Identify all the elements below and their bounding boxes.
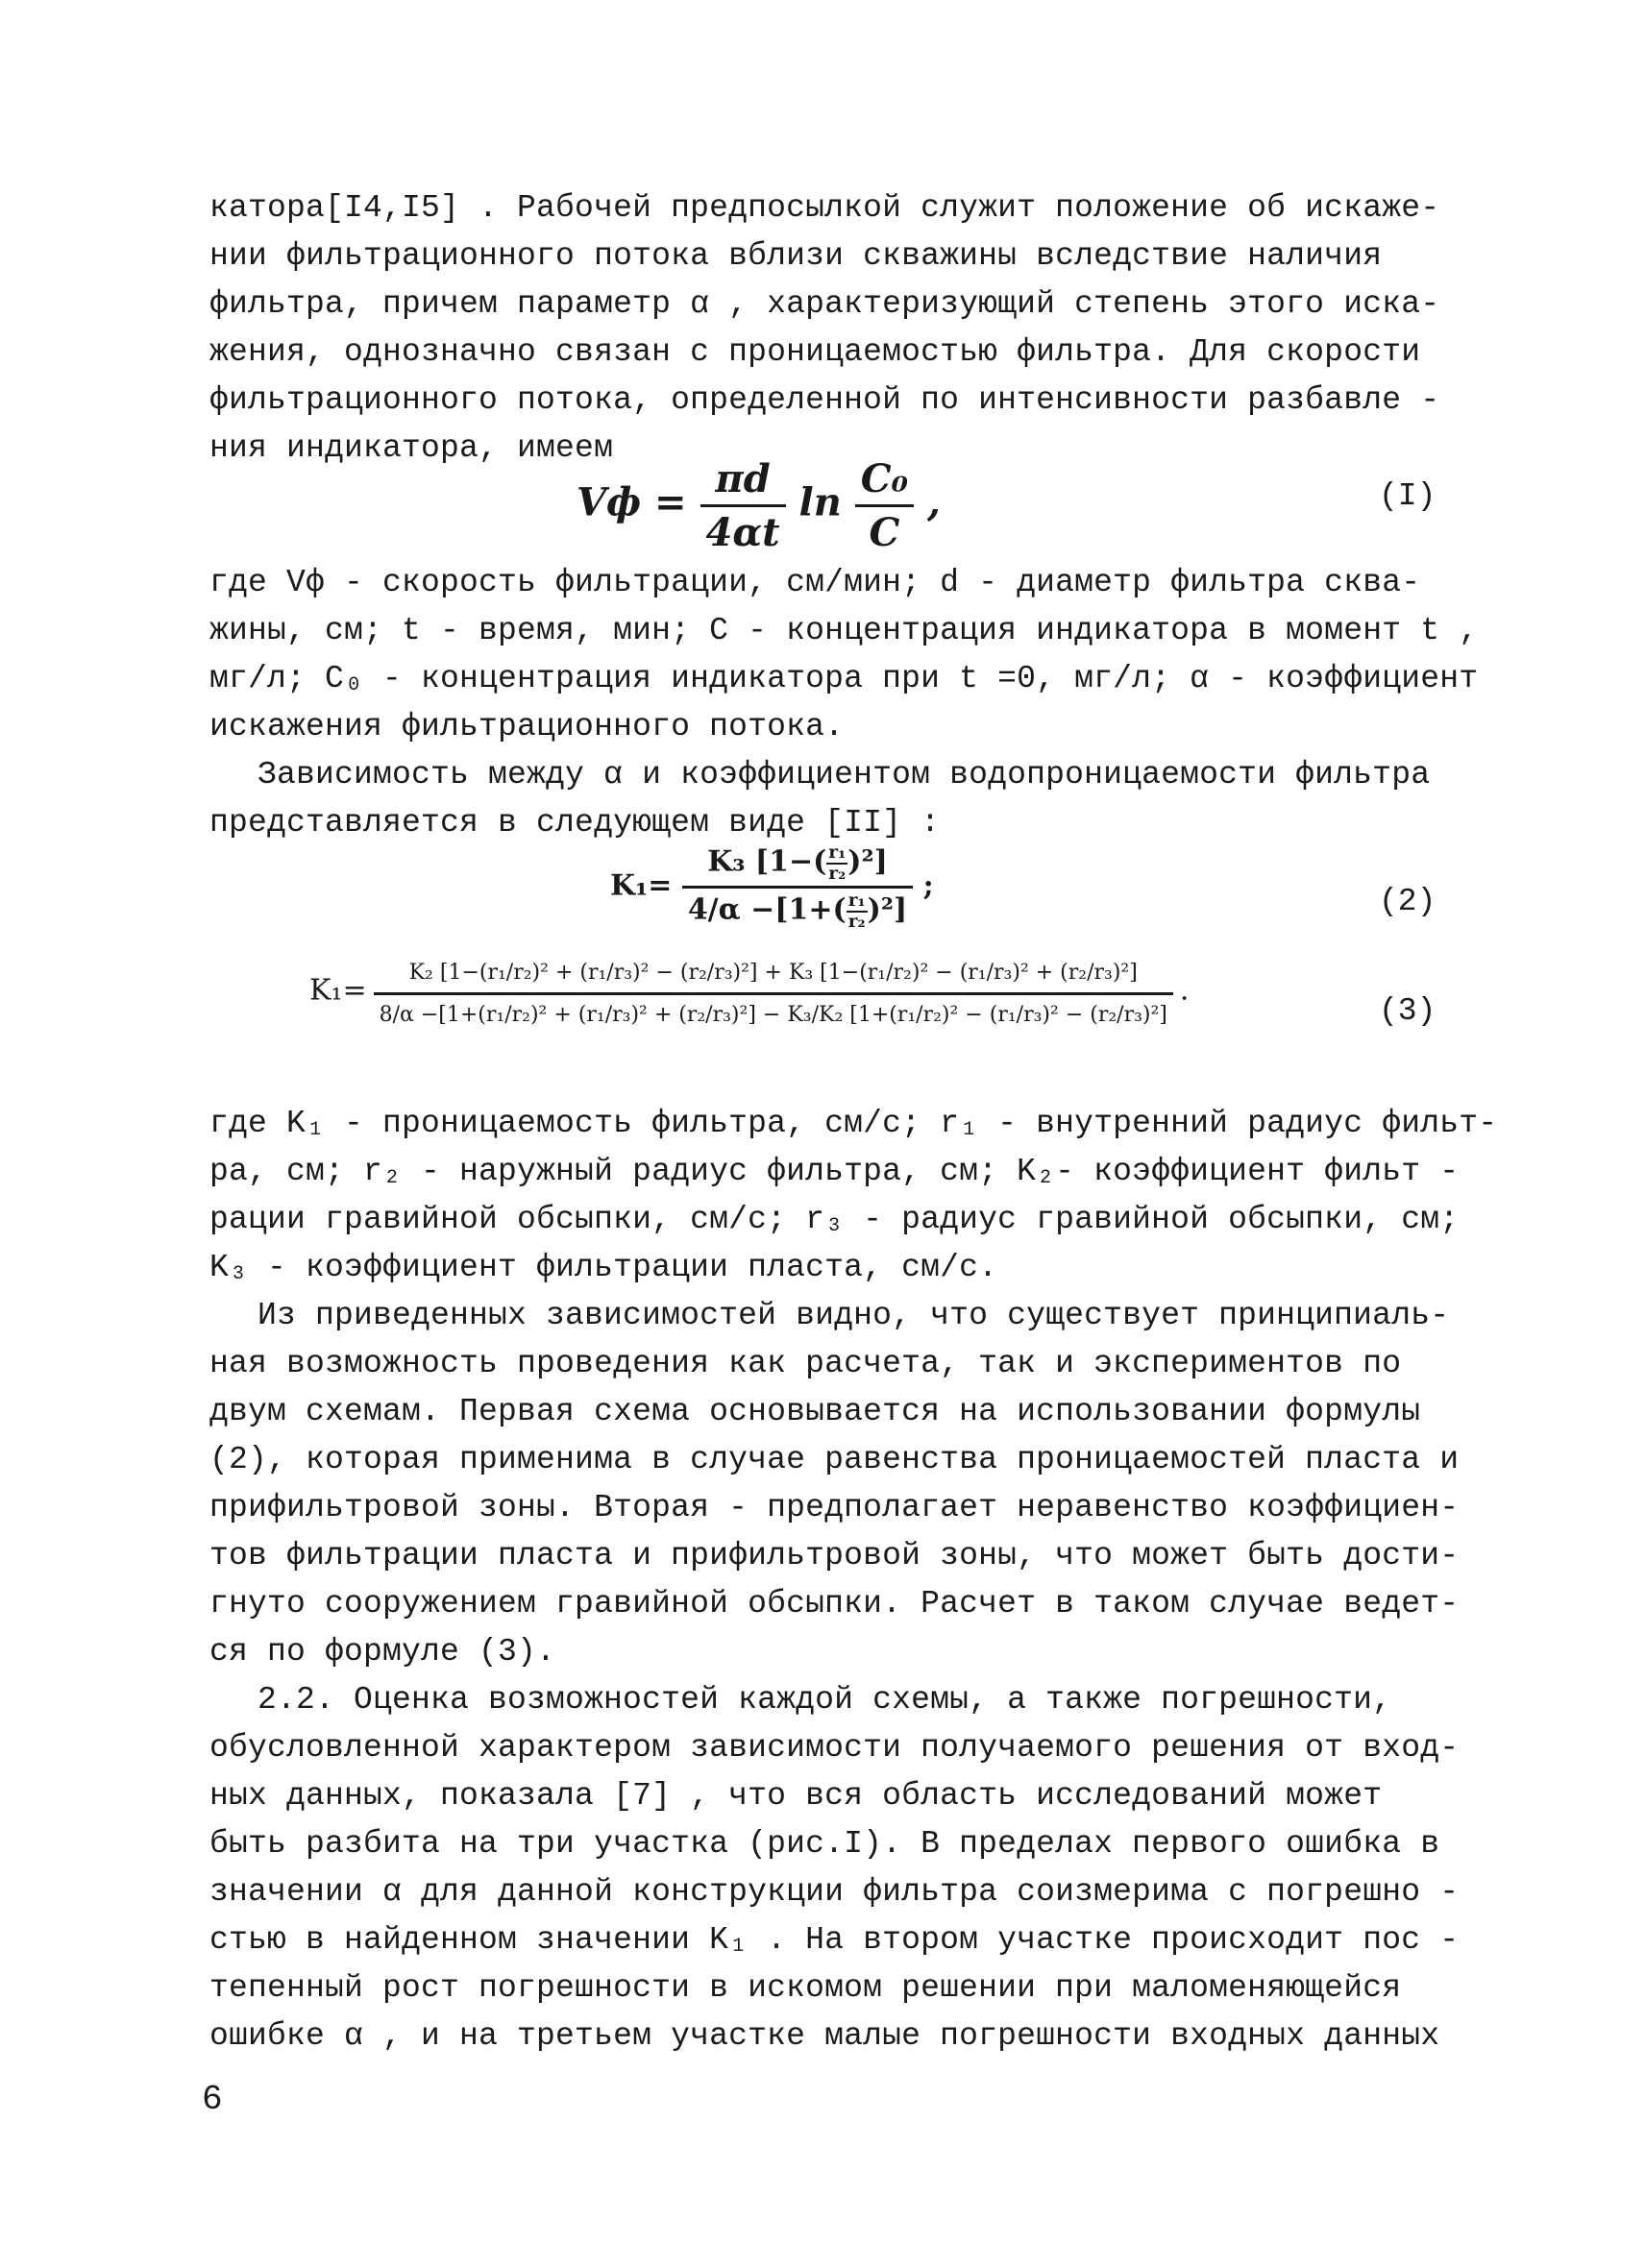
eq1-numerator: πd xyxy=(700,456,786,507)
text-line: Из приведенных зависимостей видно, что существует принципиаль- xyxy=(258,1298,1450,1333)
text-line: 2.2. Оценка возможностей каждой схемы, а также погрешности, xyxy=(258,1682,1392,1718)
text-line: рации гравийной обсыпки, см/с; r₃ - радиус гравийной обсыпки, см; xyxy=(209,1202,1460,1237)
text-line: значении α для данной конструкции фильтра соизмерима с погрешно - xyxy=(209,1874,1460,1910)
text-line: тов фильтрации пласта и прифильтровой зоны, что может быть дости- xyxy=(209,1538,1460,1573)
text-line: представляется в следующем виде [II] : xyxy=(209,805,941,841)
text-line: где Vф - скорость фильтрации, см/мин; d - диаметр фильтра сква- xyxy=(209,565,1421,600)
eq2-den-ratio xyxy=(847,891,868,931)
equation-2 xyxy=(610,843,934,931)
text-line: Зависимость между α и коэффициентом водопроницаемости фильтра xyxy=(258,757,1431,793)
eq1-tail: , xyxy=(927,479,941,525)
text-line: двум схемам. Первая схема основывается на использовании формулы xyxy=(209,1394,1421,1429)
text-line: катора[I4,I5] . Рабочей предпосылкой служит положение об искаже- xyxy=(209,190,1440,226)
text-line: ся по формуле (3). xyxy=(209,1634,556,1670)
text-line: жения, однозначно связан с проницаемостью фильтра. Для скорости xyxy=(209,334,1421,370)
text-line: обусловленной характером зависимости получаемого решения от вход- xyxy=(209,1730,1460,1766)
text-line: ошибке α , и на третьем участке малые погрешности входных данных xyxy=(209,2018,1440,2054)
eq3-numerator: K₂ [1−(r₁/r₂)² + (r₁/r₃)² − (r₂/r₃)²] + K₃ [1−(r₁/r₂)² − (r₁/r₃)² + (r₂/r₃)²] xyxy=(374,961,1173,995)
eq2-num-r2: r₂ xyxy=(828,863,847,884)
eq2-numerator xyxy=(682,843,913,889)
eq2-den-post: )²] xyxy=(867,892,908,927)
text-line: быть разбита на три участка (рис.I). В пределах первого ошибка в xyxy=(209,1826,1440,1862)
eq2-num-post: )²] xyxy=(847,844,888,879)
equation-3 xyxy=(309,961,1189,1027)
text-line: прифильтровой зоны. Вторая - предполагает неравенство коэффициен- xyxy=(209,1490,1460,1525)
text-line: ных данных, показала [7] , что вся область исследований может xyxy=(209,1778,1383,1814)
text-line: гнуто сооружением гравийной обсыпки. Расчет в таком случае ведет- xyxy=(209,1586,1460,1622)
eq1-frac2-denominator: C xyxy=(869,510,900,555)
eq1-lhs: Vф = xyxy=(577,479,687,525)
text-line: жины, см; t - время, мин; C - концентрация индикатора в момент t , xyxy=(209,613,1479,648)
equation-1 xyxy=(577,456,941,555)
eq2-den-r2: r₂ xyxy=(847,911,866,932)
eq3-tail: . xyxy=(1179,973,1190,1008)
eq2-num-r1: r₁ xyxy=(828,842,847,863)
eq2-num-pre: K₃ [1−( xyxy=(707,844,827,879)
eq1-fraction xyxy=(700,456,786,555)
text-line: нии фильтрационного потока вблизи скважины вследствие наличия xyxy=(209,238,1383,274)
text-line: стью в найденном значении K₁ . На втором участке происходит пос - xyxy=(209,1922,1460,1958)
eq2-den-r1: r₁ xyxy=(847,890,866,912)
eq2-num-ratio xyxy=(826,843,847,883)
text-line: мг/л; C₀ - концентрация индикатора при t =0, мг/л; α - коэффициент xyxy=(209,661,1479,696)
eq3-lhs: K₁= xyxy=(309,973,367,1008)
eq1-ln: ln xyxy=(798,479,842,525)
eq2-den-pre: 4/α −[1+( xyxy=(687,892,847,927)
eq1-denominator: 4αt xyxy=(705,510,780,555)
eq1-fraction-2 xyxy=(855,456,914,555)
text-line: K₃ - коэффициент фильтрации пласта, см/с. xyxy=(209,1250,998,1285)
eq2-denominator xyxy=(682,889,913,931)
eq3-denominator: 8/α −[1+(r₁/r₂)² + (r₁/r₃)² + (r₂/r₃)²] − K₃/K₂ [1+(r₁/r₂)² − (r₁/r₃)² − (r₂/r₃)²] xyxy=(379,1003,1167,1027)
text-line: (2), которая применима в случае равенства проницаемостей пласта и xyxy=(209,1442,1460,1477)
page-number: 6 xyxy=(202,2080,223,2119)
text-line: ра, см; r₂ - наружный радиус фильтра, см; K₂- коэффициент фильт - xyxy=(209,1154,1460,1189)
text-line: фильтрационного потока, определенной по интенсивности разбавле - xyxy=(209,382,1440,418)
eq1-frac2-numerator: C₀ xyxy=(855,456,914,507)
text-line: ная возможность проведения как расчета, так и экспериментов по xyxy=(209,1346,1402,1381)
text-line: ния индикатора, имеем xyxy=(209,430,614,466)
text-line: искажения фильтрационного потока. xyxy=(209,709,845,744)
eq2-tail: ; xyxy=(922,868,934,903)
equation-3-number: (3) xyxy=(1379,993,1436,1029)
equation-2-number: (2) xyxy=(1379,884,1436,919)
text-line: фильтра, причем параметр α , характеризующий степень этого иска- xyxy=(209,286,1440,322)
eq3-fraction xyxy=(374,961,1173,1027)
eq2-lhs: K₁= xyxy=(610,868,673,903)
text-line: тепенный рост погрешности в искомом решении при маломеняющейся xyxy=(209,1970,1402,2006)
eq2-fraction xyxy=(682,843,913,931)
equation-1-number: (I) xyxy=(1379,478,1436,514)
text-line: где K₁ - проницаемость фильтра, см/с; r₁ - внутренний радиус фильт- xyxy=(209,1106,1498,1141)
